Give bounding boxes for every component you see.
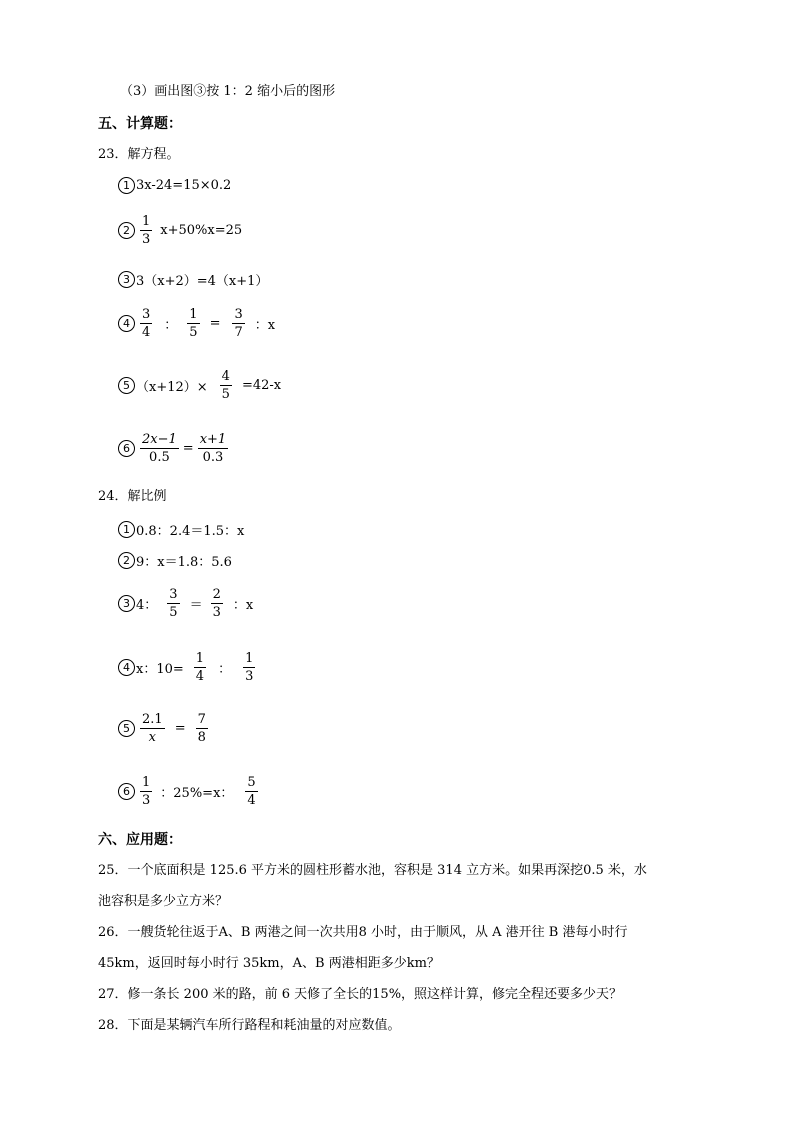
eq-text: （x+12）× [136, 380, 208, 395]
eq24-1 [118, 520, 244, 539]
eq-text: 3（x+2）=4（x+1） [136, 274, 269, 289]
question-27: 27．修一条长 200 米的路，前 6 天修了全长的15%，照这样计算，修完全程还要多少天？ [98, 987, 623, 1002]
circled-number: 5 [118, 377, 135, 394]
colon: ： [218, 662, 232, 677]
circled-number: 1 [118, 177, 135, 194]
eq24-5 [118, 712, 212, 745]
eq24-3 [118, 587, 253, 620]
circled-number: 3 [118, 271, 135, 288]
circled-number: 6 [118, 783, 135, 800]
fraction: $\frac{2x-1}{0.5}$ [142, 432, 177, 465]
question-25-line2: 池容积是多少立方米？ [98, 894, 229, 909]
eq23-2 [118, 214, 242, 247]
circled-number: 4 [118, 659, 135, 676]
eq-text: x+50%x=25 [160, 223, 243, 238]
fraction: $\frac{1}{3}$ [245, 651, 254, 684]
circled-number: 2 [118, 222, 135, 239]
fraction: $\frac{1}{4}$ [195, 651, 205, 684]
item-3-draw-scaled: （3）画出图③按 1：2 缩小后的图形 [120, 84, 336, 99]
eq24-6 [118, 775, 262, 808]
fraction: $\frac{5}{4}$ [247, 775, 256, 808]
section-6-heading: 六、应用题： [98, 832, 182, 848]
fraction: $\frac{3}{5}$ [169, 587, 178, 620]
eq-text: =42-x [241, 378, 282, 393]
equals: = [209, 316, 221, 331]
eq-text: ：25%=x： [160, 786, 234, 801]
eq23-4 [118, 307, 275, 340]
eq23-5 [118, 369, 281, 402]
fraction: $\frac{x+1}{0.3}$ [199, 432, 227, 465]
eq23-3 [118, 270, 268, 289]
question-28: 28．下面是某辆汽车所行路程和耗油量的对应数值。 [98, 1018, 401, 1033]
circled-number: 4 [118, 315, 135, 332]
eq-text: 4： [136, 598, 158, 613]
question-26-line1: 26．一艘货轮往返于A、B 两港之间一次共用8 小时，由于顺风，从 A 港开往 B 港每小时行 [98, 925, 628, 940]
circled-number: 3 [118, 595, 135, 612]
colon: ： [164, 318, 178, 333]
eq-text: ：x [254, 318, 276, 333]
eq-text: 3x-24=15×0.2 [136, 178, 232, 193]
equals: = [174, 721, 186, 736]
fraction: $\frac{2}{3}$ [212, 587, 221, 620]
eq24-4 [118, 651, 259, 684]
fraction: $\frac{1}{3}$ [142, 214, 151, 247]
eq-text: x：10= [136, 662, 184, 677]
fraction: $\frac{3}{4}$ [142, 307, 151, 340]
circled-number: 1 [118, 521, 135, 538]
section-5-heading: 五、计算题： [98, 116, 182, 132]
question-24-title: 24．解比例 [98, 489, 167, 504]
equals: = [182, 441, 194, 456]
fraction: $\frac{1}{3}$ [142, 775, 151, 808]
question-26-line2: 45km，返回时每小时行 35km，A、B 两港相距多少km？ [98, 956, 440, 971]
eq24-2 [118, 551, 232, 570]
fraction: $\frac{4}{5}$ [221, 369, 230, 402]
eq-text: ：x [232, 598, 254, 613]
fraction: $\frac{3}{7}$ [234, 307, 243, 340]
question-25-line1: 25．一个底面积是 125.6 平方米的圆柱形蓄水池，容积是 314 立方米。如果再深挖0.5 米，水 [98, 863, 647, 878]
eq23-6 [118, 432, 232, 465]
circled-number: 2 [118, 552, 135, 569]
question-23-title: 23．解方程。 [98, 147, 180, 162]
eq23-1 [118, 177, 231, 194]
eq-text: 0.8：2.4＝1.5：x [136, 524, 245, 539]
fraction: $\frac{7}{8}$ [197, 712, 206, 745]
fraction: $\frac{2.1}{x}$ [142, 712, 163, 745]
eq-text: 9：x＝1.8：5.6 [136, 555, 232, 570]
fraction: $\frac{1}{5}$ [189, 307, 198, 340]
circled-number: 5 [118, 720, 135, 737]
circled-number: 6 [118, 440, 135, 457]
equals: ＝ [189, 598, 203, 613]
